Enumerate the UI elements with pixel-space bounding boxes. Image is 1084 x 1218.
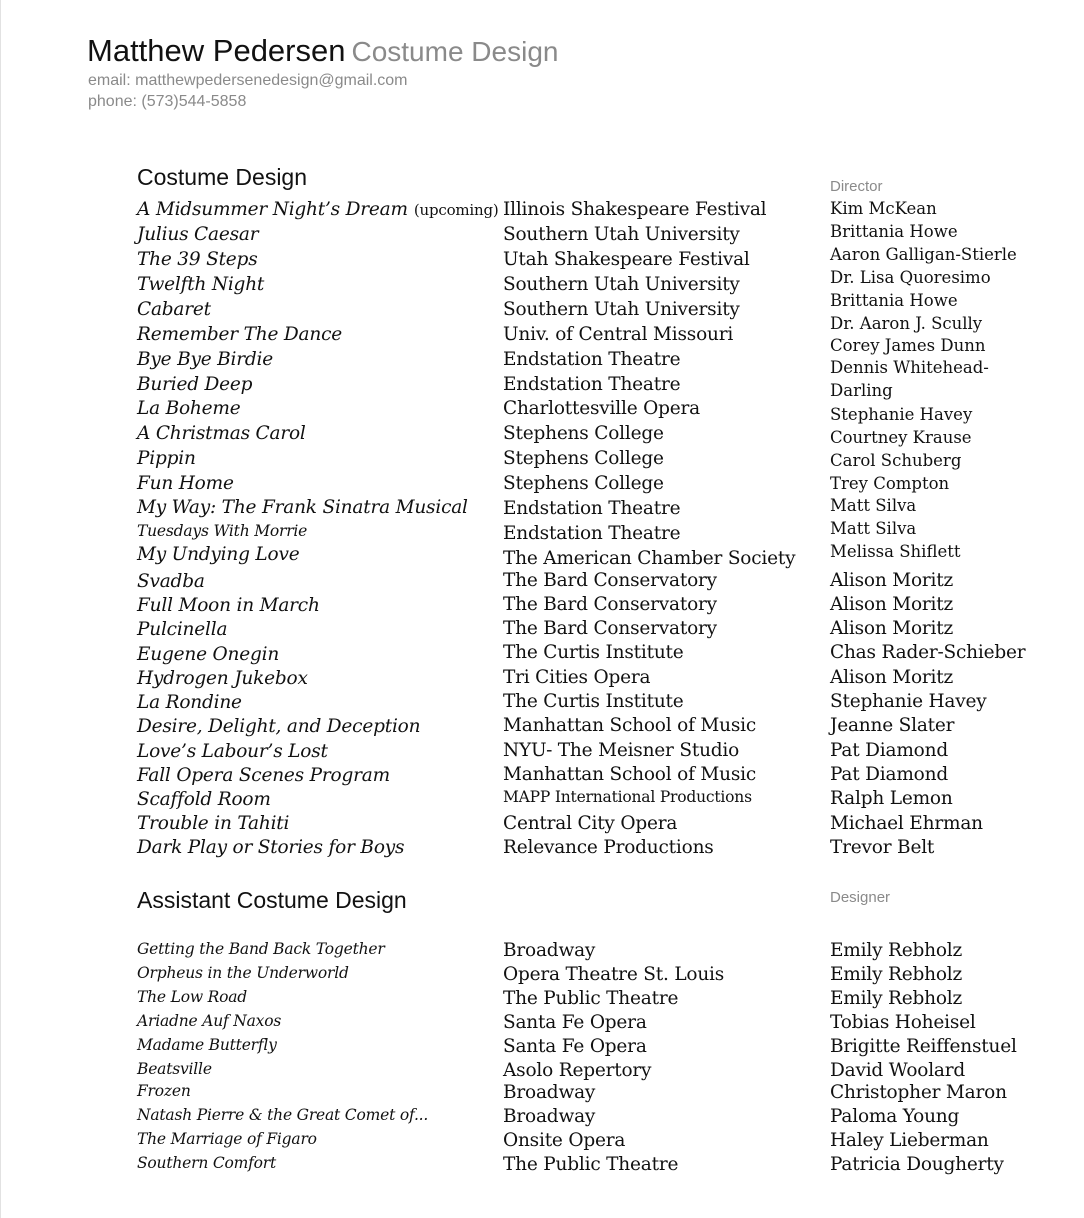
production-title (137, 497, 468, 518)
production-title (137, 789, 271, 810)
production-venue: Utah Shakespeare Festival (503, 249, 750, 270)
assistant-production-title: Southern Comfort (137, 1154, 277, 1172)
designer-name: Brigitte Reiffenstuel (830, 1036, 1017, 1057)
production-title (137, 668, 308, 689)
production-venue: Stephens College (503, 448, 664, 469)
production-venue: Manhattan School of Music (503, 715, 757, 736)
production-title (137, 349, 273, 370)
assistant-production-venue: Santa Fe Opera (503, 1036, 647, 1057)
production-title-text: Fun Home (137, 473, 234, 494)
production-venue: Tri Cities Opera (503, 667, 651, 688)
production-title (137, 398, 240, 419)
production-title (137, 299, 211, 320)
production-title-text: Fall Opera Scenes Program (137, 765, 390, 786)
production-venue: Southern Utah University (503, 299, 740, 320)
production-title (137, 692, 242, 713)
production-title (137, 448, 196, 469)
production-title-text: Cabaret (137, 299, 211, 320)
production-venue: Relevance Productions (503, 837, 714, 858)
production-title (137, 837, 404, 858)
production-title-text: La Rondine (137, 692, 242, 713)
assistant-production-title: Ariadne Auf Naxos (137, 1012, 282, 1030)
production-title-text: Tuesdays With Morrie (137, 522, 308, 540)
assistant-production-title: The Low Road (137, 988, 248, 1006)
director-name: Kim McKean (830, 199, 937, 218)
production-venue: The Bard Conservatory (503, 570, 717, 591)
production-title-text: My Undying Love (137, 544, 300, 565)
production-venue: MAPP International Productions (503, 788, 752, 806)
production-title-text: My Way: The Frank Sinatra Musical (137, 497, 468, 518)
assistant-production-title: Madame Butterfly (137, 1036, 277, 1054)
production-title (137, 274, 264, 295)
director-name: Dr. Aaron J. Scully (830, 314, 983, 333)
assistant-production-title: Getting the Band Back Together (137, 940, 385, 958)
assistant-production-venue: Santa Fe Opera (503, 1012, 647, 1033)
director-name: Brittania Howe (830, 222, 958, 241)
director-name: Matt Silva (830, 496, 917, 515)
production-venue: Univ. of Central Missouri (503, 324, 734, 345)
designer-name: Christopher Maron (830, 1082, 1007, 1103)
assistant-production-venue: Asolo Repertory (503, 1060, 652, 1081)
director-name: Aaron Galligan-Stierle (830, 245, 1017, 264)
assistant-production-title: Beatsville (137, 1060, 212, 1078)
director-name: Pat Diamond (830, 764, 948, 785)
production-title-text: Pulcinella (137, 619, 228, 640)
production-title-text: Hydrogen Jukebox (137, 668, 308, 689)
production-title-text: Desire, Delight, and Deception (137, 716, 421, 737)
production-venue: Manhattan School of Music (503, 764, 757, 785)
production-title-text: A Midsummer Night’s Dream (137, 199, 408, 220)
assistant-design-heading: Assistant Costume Design (137, 887, 407, 913)
assistant-production-title: Frozen (137, 1082, 191, 1100)
production-title-text: Love’s Labour’s Lost (137, 741, 328, 762)
production-title (137, 813, 289, 834)
production-venue: The American Chamber Society (503, 548, 796, 569)
designer-name: Haley Lieberman (830, 1130, 989, 1151)
director-name: Matt Silva (830, 519, 917, 538)
production-title (137, 522, 307, 540)
production-title-text: Trouble in Tahiti (137, 813, 290, 834)
director-name: Stephanie Havey (830, 405, 973, 424)
production-title (137, 765, 390, 786)
designer-name: Matthew Pedersen (87, 33, 346, 68)
production-venue: Endstation Theatre (503, 498, 681, 519)
production-title-text: Twelfth Night (137, 274, 265, 295)
header-subtitle: Costume Design (351, 36, 559, 67)
assistant-production-venue: Onsite Opera (503, 1130, 626, 1151)
production-title-text: Pippin (137, 448, 196, 469)
production-venue: Endstation Theatre (503, 349, 681, 370)
director-name: Michael Ehrman (830, 813, 983, 834)
production-title-text: Buried Deep (137, 374, 253, 395)
designer-name: Patricia Dougherty (830, 1154, 1004, 1175)
production-title (137, 324, 342, 345)
assistant-production-venue: Broadway (503, 1082, 596, 1103)
production-title-text: Scaffold Room (137, 789, 271, 810)
production-title (137, 619, 227, 640)
director-name: Courtney Krause (830, 428, 972, 447)
production-title (137, 423, 306, 444)
director-name: Stephanie Havey (830, 691, 987, 712)
designer-name: Paloma Young (830, 1106, 960, 1127)
production-title (137, 595, 320, 616)
designer-name: David Woolard (830, 1060, 966, 1081)
production-title (137, 224, 258, 245)
production-venue: Endstation Theatre (503, 523, 681, 544)
phone-line: phone: (573)544-5858 (88, 93, 247, 110)
designer-column-label: Designer (830, 889, 891, 906)
director-name: Corey James Dunn (830, 336, 986, 355)
email-line: email: matthewpedersenedesign@gmail.com (88, 72, 408, 89)
production-title (137, 741, 328, 762)
costume-design-heading: Costume Design (137, 164, 308, 190)
director-name: Melissa Shiflett (830, 542, 961, 561)
production-venue: Charlottesville Opera (503, 398, 700, 419)
production-title-text: Remember The Dance (137, 324, 342, 345)
director-column-label: Director (830, 178, 883, 195)
production-venue: The Bard Conservatory (503, 594, 717, 615)
production-title-text: Julius Caesar (137, 224, 259, 245)
director-name-continued: Darling (830, 381, 893, 400)
director-name: Trevor Belt (830, 837, 935, 858)
production-title-text: A Christmas Carol (137, 423, 306, 444)
production-title-text: The 39 Steps (137, 249, 258, 270)
production-title-text: Bye Bye Birdie (137, 349, 274, 370)
production-venue: Stephens College (503, 423, 664, 444)
director-name: Alison Moritz (830, 570, 954, 591)
assistant-production-venue: The Public Theatre (503, 988, 679, 1009)
production-venue: Southern Utah University (503, 224, 740, 245)
production-title-text: La Boheme (137, 398, 241, 419)
production-title (137, 473, 234, 494)
director-name: Pat Diamond (830, 740, 948, 761)
production-title (137, 374, 252, 395)
director-name: Dennis Whitehead- (830, 358, 989, 377)
production-venue: Central City Opera (503, 813, 678, 834)
assistant-production-venue: Broadway (503, 940, 596, 961)
designer-name: Emily Rebholz (830, 940, 963, 961)
director-name: Ralph Lemon (830, 788, 953, 809)
production-venue: Southern Utah University (503, 274, 740, 295)
designer-name: Emily Rebholz (830, 988, 963, 1009)
resume-header (87, 33, 558, 69)
assistant-production-title: The Marriage of Figaro (137, 1130, 317, 1148)
production-venue: Endstation Theatre (503, 374, 681, 395)
production-venue: The Curtis Institute (503, 691, 684, 712)
assistant-production-venue: Broadway (503, 1106, 596, 1127)
production-title-text: Dark Play or Stories for Boys (137, 837, 405, 858)
production-title-text: Svadba (137, 571, 205, 592)
assistant-production-venue: The Public Theatre (503, 1154, 679, 1175)
designer-name: Tobias Hoheisel (830, 1012, 976, 1033)
director-name: Alison Moritz (830, 618, 954, 639)
assistant-production-title: Natash Pierre & the Great Comet of... (137, 1106, 429, 1124)
production-venue: Stephens College (503, 473, 664, 494)
production-venue: NYU- The Meisner Studio (503, 740, 740, 761)
director-name: Dr. Lisa Quoresimo (830, 268, 991, 287)
production-venue: The Curtis Institute (503, 642, 684, 663)
production-venue: The Bard Conservatory (503, 618, 717, 639)
director-name: Brittania Howe (830, 291, 958, 310)
production-note: (upcoming) (413, 201, 499, 219)
assistant-production-title: Orpheus in the Underworld (137, 964, 349, 982)
production-title-text: Full Moon in March (137, 595, 320, 616)
production-title (137, 249, 258, 270)
director-name: Chas Rader-Schieber (830, 642, 1026, 663)
production-title (137, 199, 499, 220)
director-name: Carol Schuberg (830, 451, 962, 470)
production-title (137, 644, 279, 665)
designer-name: Emily Rebholz (830, 964, 963, 985)
assistant-production-venue: Opera Theatre St. Louis (503, 964, 725, 985)
director-name: Trey Compton (830, 474, 950, 493)
production-title (137, 571, 205, 592)
director-name: Jeanne Slater (830, 715, 955, 736)
production-title (137, 544, 299, 565)
director-name: Alison Moritz (830, 667, 954, 688)
production-title-text: Eugene Onegin (137, 644, 280, 665)
production-title (137, 716, 420, 737)
director-name: Alison Moritz (830, 594, 954, 615)
production-venue: Illinois Shakespeare Festival (503, 199, 767, 220)
